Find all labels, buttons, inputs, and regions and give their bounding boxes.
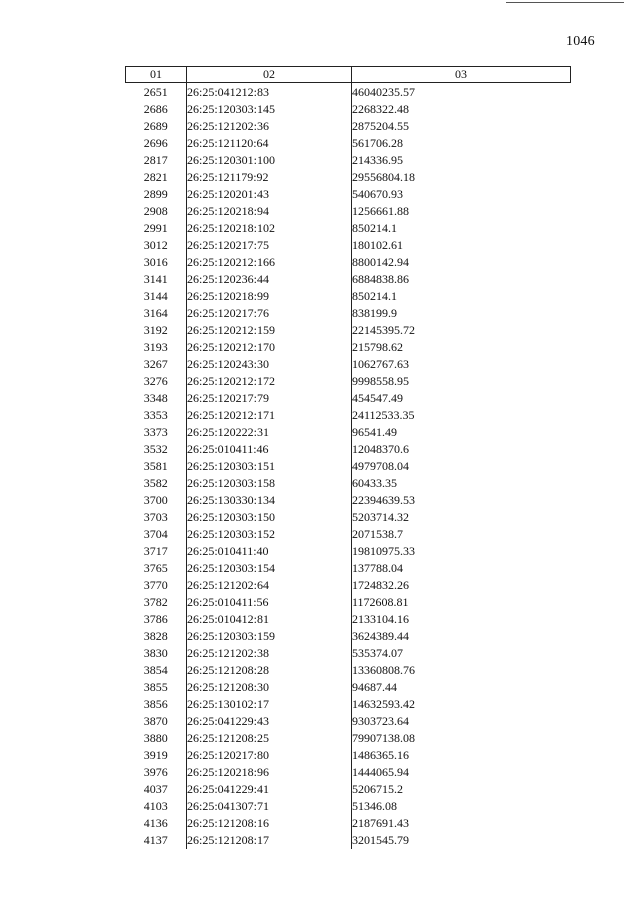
table-row	[126, 815, 571, 832]
top-rule	[506, 2, 624, 3]
row-number-cell: 2686	[143, 102, 168, 116]
cadastral-number-cell: 26:25:120301:100	[187, 152, 352, 169]
column-header-01: 01	[126, 67, 187, 83]
table-row	[126, 696, 571, 713]
row-number-cell: 3770	[143, 578, 168, 592]
row-number-cell: 3830	[143, 646, 168, 660]
row-number-cell: 3717	[143, 544, 168, 558]
cadastral-number-cell: 26:25:010412:81	[187, 611, 352, 628]
value-cell: 22394639.53	[352, 492, 571, 509]
row-number-cell: 3012	[143, 238, 168, 252]
table-row	[126, 560, 571, 577]
table-row	[126, 356, 571, 373]
cadastral-number-cell: 26:25:120212:166	[187, 254, 352, 271]
value-cell: 2875204.55	[352, 118, 571, 135]
cadastral-number-cell: 26:25:121202:38	[187, 645, 352, 662]
row-number-cell: 2821	[143, 170, 168, 184]
cadastral-number-cell: 26:25:010411:56	[187, 594, 352, 611]
row-number-cell: 3703	[143, 510, 168, 524]
cadastral-number-cell: 26:25:121208:16	[187, 815, 352, 832]
value-cell: 1256661.88	[352, 203, 571, 220]
value-cell: 5206715.2	[352, 781, 571, 798]
row-number-cell: 2689	[143, 119, 168, 133]
row-number-cell: 4037	[143, 782, 168, 796]
table-row	[126, 339, 571, 356]
table-header	[126, 67, 571, 83]
table-row	[126, 798, 571, 815]
value-cell: 1486365.16	[352, 747, 571, 764]
table-row	[126, 322, 571, 339]
cadastral-number-cell: 26:25:121179:92	[187, 169, 352, 186]
row-number-cell: 2651	[143, 85, 168, 99]
cadastral-number-cell: 26:25:120217:79	[187, 390, 352, 407]
value-cell: 22145395.72	[352, 322, 571, 339]
row-number-cell: 3880	[143, 731, 168, 745]
value-cell: 9998558.95	[352, 373, 571, 390]
cadastral-number-cell: 26:25:041307:71	[187, 798, 352, 815]
value-cell: 79907138.08	[352, 730, 571, 747]
cadastral-number-cell: 26:25:120217:80	[187, 747, 352, 764]
row-number-cell: 2696	[143, 136, 168, 150]
row-number-cell: 4137	[143, 833, 168, 847]
value-cell: 19810975.33	[352, 543, 571, 560]
table-row	[126, 271, 571, 288]
table-row	[126, 390, 571, 407]
row-number-cell: 3700	[143, 493, 168, 507]
row-number-cell: 3353	[143, 408, 168, 422]
cadastral-number-cell: 26:25:130102:17	[187, 696, 352, 713]
value-cell: 1724832.26	[352, 577, 571, 594]
cadastral-number-cell: 26:25:120217:75	[187, 237, 352, 254]
value-cell: 14632593.42	[352, 696, 571, 713]
table-row	[126, 373, 571, 390]
value-cell: 12048370.6	[352, 441, 571, 458]
row-number-cell: 2899	[143, 187, 168, 201]
cadastral-number-cell: 26:25:120222:31	[187, 424, 352, 441]
cadastral-number-cell: 26:25:041229:43	[187, 713, 352, 730]
row-number-cell: 4136	[143, 816, 168, 830]
cadastral-number-cell: 26:25:121208:25	[187, 730, 352, 747]
value-cell: 46040235.57	[352, 83, 571, 102]
table-row	[126, 101, 571, 118]
cadastral-number-cell: 26:25:120218:99	[187, 288, 352, 305]
row-number-cell: 3582	[143, 476, 168, 490]
table-row	[126, 441, 571, 458]
row-number-cell: 3765	[143, 561, 168, 575]
cadastral-number-cell: 26:25:120218:94	[187, 203, 352, 220]
table-row	[126, 832, 571, 849]
value-cell: 215798.62	[352, 339, 571, 356]
cadastral-number-cell: 26:25:120303:159	[187, 628, 352, 645]
cadastral-number-cell: 26:25:120243:30	[187, 356, 352, 373]
table-row	[126, 730, 571, 747]
cadastral-number-cell: 26:25:121208:17	[187, 832, 352, 849]
row-number-cell: 3192	[143, 323, 168, 337]
cadastral-number-cell: 26:25:120236:44	[187, 271, 352, 288]
cadastral-number-cell: 26:25:010411:46	[187, 441, 352, 458]
cadastral-number-cell: 26:25:121208:28	[187, 662, 352, 679]
cadastral-number-cell: 26:25:120303:154	[187, 560, 352, 577]
value-cell: 454547.49	[352, 390, 571, 407]
table-row	[126, 764, 571, 781]
value-cell: 2133104.16	[352, 611, 571, 628]
value-cell: 2071538.7	[352, 526, 571, 543]
table-row	[126, 509, 571, 526]
cadastral-number-cell: 26:25:121120:64	[187, 135, 352, 152]
row-number-cell: 3704	[143, 527, 168, 541]
row-number-cell: 3144	[143, 289, 168, 303]
table-row	[126, 628, 571, 645]
cadastral-number-cell: 26:25:120303:150	[187, 509, 352, 526]
value-cell: 1062767.63	[352, 356, 571, 373]
value-cell: 4979708.04	[352, 458, 571, 475]
table-body	[126, 83, 571, 850]
table-row	[126, 237, 571, 254]
table-row	[126, 288, 571, 305]
data-table	[125, 66, 571, 849]
row-number-cell: 2908	[143, 204, 168, 218]
cadastral-number-cell: 26:25:120303:145	[187, 101, 352, 118]
value-cell: 540670.93	[352, 186, 571, 203]
table-row	[126, 662, 571, 679]
cadastral-number-cell: 26:25:121202:64	[187, 577, 352, 594]
row-number-cell: 3193	[143, 340, 168, 354]
cadastral-number-cell: 26:25:120218:96	[187, 764, 352, 781]
row-number-cell: 3348	[143, 391, 168, 405]
value-cell: 214336.95	[352, 152, 571, 169]
cadastral-number-cell: 26:25:120212:171	[187, 407, 352, 424]
table-row	[126, 679, 571, 696]
cadastral-number-cell: 26:25:120212:159	[187, 322, 352, 339]
table-row	[126, 526, 571, 543]
row-number-cell: 3164	[143, 306, 168, 320]
cadastral-number-cell: 26:25:120212:172	[187, 373, 352, 390]
cadastral-number-cell: 26:25:120303:151	[187, 458, 352, 475]
row-number-cell: 3581	[143, 459, 168, 473]
table-row	[126, 118, 571, 135]
value-cell: 8800142.94	[352, 254, 571, 271]
table-row	[126, 424, 571, 441]
table-row	[126, 135, 571, 152]
column-header-02: 02	[187, 67, 352, 83]
row-number-cell: 3828	[143, 629, 168, 643]
row-number-cell: 3532	[143, 442, 168, 456]
table-row	[126, 747, 571, 764]
row-number-cell: 3855	[143, 680, 168, 694]
row-number-cell: 2817	[143, 153, 168, 167]
table-row	[126, 781, 571, 798]
value-cell: 850214.1	[352, 220, 571, 237]
value-cell: 3624389.44	[352, 628, 571, 645]
row-number-cell: 3267	[143, 357, 168, 371]
cadastral-number-cell: 26:25:121202:36	[187, 118, 352, 135]
column-header-03: 03	[352, 67, 571, 83]
row-number-cell: 3786	[143, 612, 168, 626]
value-cell: 96541.49	[352, 424, 571, 441]
cadastral-number-cell: 26:25:120303:158	[187, 475, 352, 492]
table-row	[126, 458, 571, 475]
value-cell: 850214.1	[352, 288, 571, 305]
row-number-cell: 3782	[143, 595, 168, 609]
value-cell: 94687.44	[352, 679, 571, 696]
header-row	[126, 67, 571, 83]
table-row	[126, 220, 571, 237]
row-number-cell: 3276	[143, 374, 168, 388]
table-row	[126, 83, 571, 102]
cadastral-number-cell: 26:25:010411:40	[187, 543, 352, 560]
row-number-cell: 3919	[143, 748, 168, 762]
row-number-cell: 3976	[143, 765, 168, 779]
row-number-cell: 3141	[143, 272, 168, 286]
table-row	[126, 713, 571, 730]
value-cell: 1172608.81	[352, 594, 571, 611]
value-cell: 24112533.35	[352, 407, 571, 424]
value-cell: 2187691.43	[352, 815, 571, 832]
row-number-cell: 3373	[143, 425, 168, 439]
cadastral-number-cell: 26:25:130330:134	[187, 492, 352, 509]
row-number-cell: 3856	[143, 697, 168, 711]
table-row	[126, 305, 571, 322]
row-number-cell: 3870	[143, 714, 168, 728]
value-cell: 561706.28	[352, 135, 571, 152]
value-cell: 2268322.48	[352, 101, 571, 118]
table-row	[126, 407, 571, 424]
table-row	[126, 186, 571, 203]
cadastral-number-cell: 26:25:041212:83	[187, 83, 352, 102]
value-cell: 51346.08	[352, 798, 571, 815]
value-cell: 13360808.76	[352, 662, 571, 679]
row-number-cell: 3854	[143, 663, 168, 677]
row-number-cell: 4103	[143, 799, 168, 813]
value-cell: 9303723.64	[352, 713, 571, 730]
cadastral-number-cell: 26:25:121208:30	[187, 679, 352, 696]
table-row	[126, 645, 571, 662]
value-cell: 180102.61	[352, 237, 571, 254]
value-cell: 535374.07	[352, 645, 571, 662]
value-cell: 1444065.94	[352, 764, 571, 781]
value-cell: 6884838.86	[352, 271, 571, 288]
cadastral-number-cell: 26:25:120201:43	[187, 186, 352, 203]
table-row	[126, 169, 571, 186]
table-row	[126, 254, 571, 271]
value-cell: 60433.35	[352, 475, 571, 492]
value-cell: 29556804.18	[352, 169, 571, 186]
table-row	[126, 152, 571, 169]
value-cell: 5203714.32	[352, 509, 571, 526]
cadastral-number-cell: 26:25:120212:170	[187, 339, 352, 356]
cadastral-number-cell: 26:25:120217:76	[187, 305, 352, 322]
table-row	[126, 492, 571, 509]
table-row	[126, 543, 571, 560]
table-row	[126, 594, 571, 611]
row-number-cell: 3016	[143, 255, 168, 269]
value-cell: 137788.04	[352, 560, 571, 577]
table-row	[126, 611, 571, 628]
cadastral-number-cell: 26:25:041229:41	[187, 781, 352, 798]
table-row	[126, 203, 571, 220]
value-cell: 838199.9	[352, 305, 571, 322]
table-row	[126, 475, 571, 492]
table-row	[126, 577, 571, 594]
cadastral-number-cell: 26:25:120218:102	[187, 220, 352, 237]
cadastral-number-cell: 26:25:120303:152	[187, 526, 352, 543]
row-number-cell: 2991	[143, 221, 168, 235]
page-number: 1046	[566, 34, 595, 49]
value-cell: 3201545.79	[352, 832, 571, 849]
